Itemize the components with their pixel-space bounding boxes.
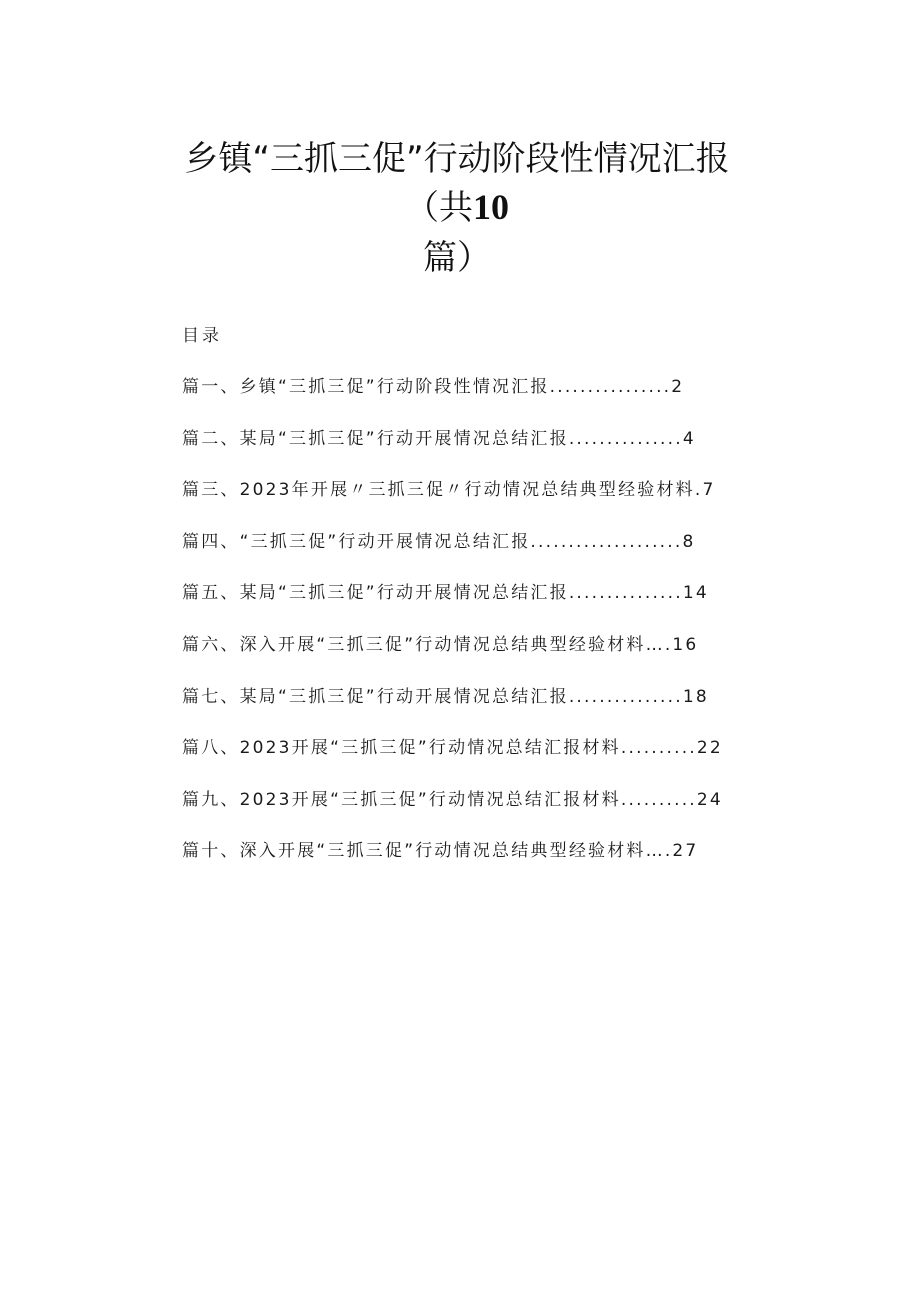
toc-item-7[interactable]: 篇七、某局“三抓三促”行动开展情况总结汇报...............18: [182, 686, 709, 707]
toc-item-10[interactable]: 篇十、深入开展“三抓三促”行动情况总结典型经验材料….27: [182, 841, 699, 862]
title-count-prefix: （共: [405, 188, 473, 228]
toc-item-9[interactable]: 篇九、2023开展“三抓三促”行动情况总结汇报材料..........24: [182, 789, 723, 810]
toc-item-4[interactable]: 篇四、“三抓三促”行动开展情况总结汇报....................8: [182, 531, 696, 552]
title-line-1: 乡镇“三抓三促”行动阶段性情况汇报: [184, 139, 730, 179]
document-title: [0, 136, 920, 281]
toc-item-1[interactable]: 篇一、乡镇“三抓三促”行动阶段性情况汇报................2: [182, 377, 685, 397]
toc-item-5[interactable]: 篇五、某局“三抓三促”行动开展情况总结汇报...............14: [182, 583, 709, 604]
title-count-number: 10: [473, 187, 509, 227]
title-line-3: 篇）: [423, 238, 491, 278]
toc-item-2[interactable]: 篇二、某局“三抓三促”行动开展情况总结汇报...............4: [182, 428, 696, 449]
toc-item-8[interactable]: 篇八、2023开展“三抓三促”行动情况总结汇报材料..........22: [182, 738, 723, 759]
toc-heading: 目录: [182, 326, 222, 346]
table-of-contents: [182, 374, 802, 890]
toc-item-6[interactable]: 篇六、深入开展“三抓三促”行动情况总结典型经验材料….16: [182, 634, 699, 655]
toc-item-3[interactable]: 篇三、2023年开展〃三抓三促〃行动情况总结典型经验材料.7: [182, 480, 716, 501]
title-line-2: [0, 184, 920, 231]
